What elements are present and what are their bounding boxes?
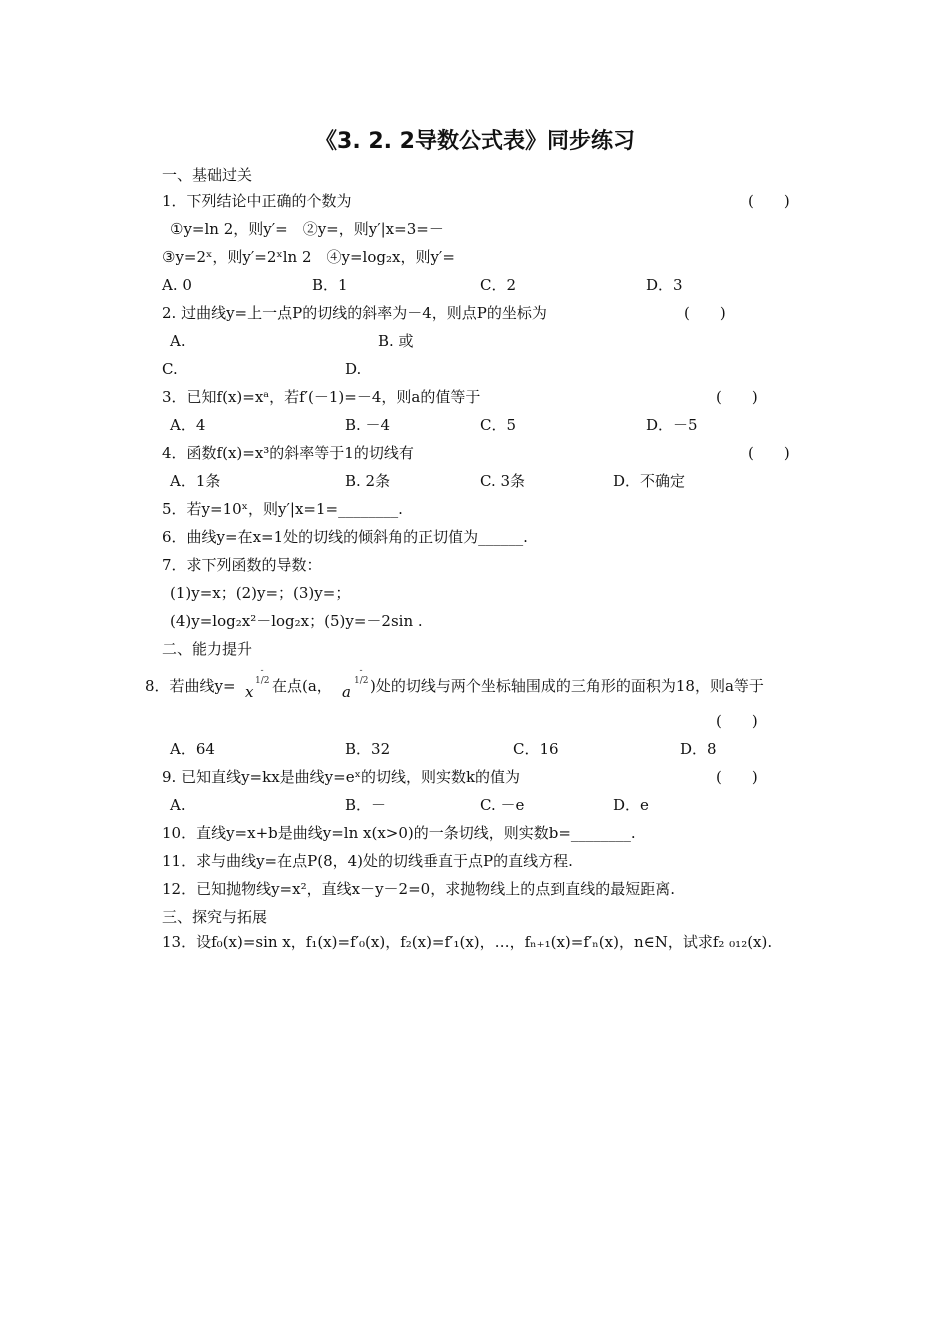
question-1-option-a: A. 0 [162, 276, 192, 294]
question-1-answer-paren: ( ) [748, 192, 790, 210]
question-2-option-d: D. [345, 360, 362, 378]
question-1-option-d: D．3 [646, 276, 683, 294]
question-8-option-d: D．8 [680, 740, 717, 758]
question-1-item-3-4: ③y=2ˣ，则y′=2ˣln 2 ④y=log₂x，则y′= [162, 248, 455, 266]
question-8-exponent-2: - 1/2 [354, 666, 369, 686]
question-13: 13．设f₀(x)=sin x，f₁(x)=f′₀(x)，f₂(x)=f′₁(x)，…，fₙ₊₁(x)=f′ₙ(x)，n∈N，试求f₂ ₀₁₂(x). [162, 933, 773, 951]
question-7-items-1-3: (1)y=x；(2)y=；(3)y=； [170, 584, 351, 602]
question-8-exponent-1: - 1/2 [255, 666, 270, 686]
question-8-option-a: A．64 [170, 740, 215, 758]
question-2-option-b: B. 或 [378, 332, 414, 350]
question-9-option-c: C. －e [480, 796, 525, 814]
question-1-option-b: B．1 [312, 276, 348, 294]
question-10: 10．直线y=x+b是曲线y=ln x(x>0)的一条切线，则实数b=________. [162, 824, 636, 842]
question-7-items-4-5: (4)y=log₂x²－log₂x；(5)y=－2sin . [170, 612, 423, 630]
question-3-option-b: B. －4 [345, 416, 391, 434]
question-3-option-a: A．4 [170, 416, 206, 434]
section-heading-advanced: 二、能力提升 [162, 640, 253, 658]
question-8-power-base-a: a [342, 683, 351, 701]
question-1-stem: 1．下列结论中正确的个数为 [162, 192, 352, 210]
question-3-option-c: C．5 [480, 416, 517, 434]
question-8-power-base-x: x [245, 683, 254, 701]
question-6: 6．曲线y=在x=1处的切线的倾斜角的正切值为______. [162, 528, 528, 546]
question-3-answer-paren: ( ) [716, 388, 758, 406]
question-4-stem: 4．函数f(x)=x³的斜率等于1的切线有 [162, 444, 414, 462]
question-8-stem-mid: 在点(a， [272, 677, 332, 695]
question-4-option-d: D．不确定 [613, 472, 686, 490]
question-4-option-b: B. 2条 [345, 472, 391, 490]
question-9-stem: 9. 已知直线y=kx是曲线y=eˣ的切线，则实数k的值为 [162, 768, 521, 786]
question-4-answer-paren: ( ) [748, 444, 790, 462]
question-5: 5．若y=10ˣ，则y′|x=1=________. [162, 500, 403, 518]
question-2-option-c: C. [162, 360, 178, 378]
question-9-answer-paren: ( ) [716, 768, 758, 786]
section-heading-extension: 三、探究与拓展 [162, 908, 268, 926]
question-8-option-b: B．32 [345, 740, 391, 758]
question-3-stem: 3．已知f(x)=xᵃ，若f′(－1)=－4，则a的值等于 [162, 388, 481, 406]
question-2-option-a: A. [170, 332, 186, 350]
question-1-option-c: C．2 [480, 276, 517, 294]
question-4-option-a: A．1条 [170, 472, 221, 490]
question-9-option-a: A. [170, 796, 186, 814]
question-8-stem-end: )处的切线与两个坐标轴围成的三角形的面积为18，则a等于 [370, 677, 764, 695]
question-8-option-c: C．16 [513, 740, 559, 758]
question-3-option-d: D．－5 [646, 416, 698, 434]
section-heading-basic: 一、基础过关 [162, 166, 253, 184]
question-9-option-d: D．e [613, 796, 649, 814]
question-7-stem: 7．求下列函数的导数： [162, 556, 322, 574]
page-title: 《3. 2. 2导数公式表》同步练习 [315, 129, 635, 154]
question-9-option-b: B．－ [345, 796, 387, 814]
question-2-answer-paren: ( ) [684, 304, 726, 322]
question-8-stem-start: 8．若曲线y= [145, 677, 236, 695]
question-1-item-1-2: ①y=ln 2，则y′= ②y=，则y′|x=3=－ [170, 220, 444, 238]
question-8-answer-paren: ( ) [716, 712, 758, 730]
question-2-stem: 2. 过曲线y=上一点P的切线的斜率为－4，则点P的坐标为 [162, 304, 547, 322]
question-11: 11．求与曲线y=在点P(8，4)处的切线垂直于点P的直线方程. [162, 852, 573, 870]
question-4-option-c: C. 3条 [480, 472, 526, 490]
question-12: 12．已知抛物线y=x²，直线x－y－2=0，求抛物线上的点到直线的最短距离. [162, 880, 675, 898]
